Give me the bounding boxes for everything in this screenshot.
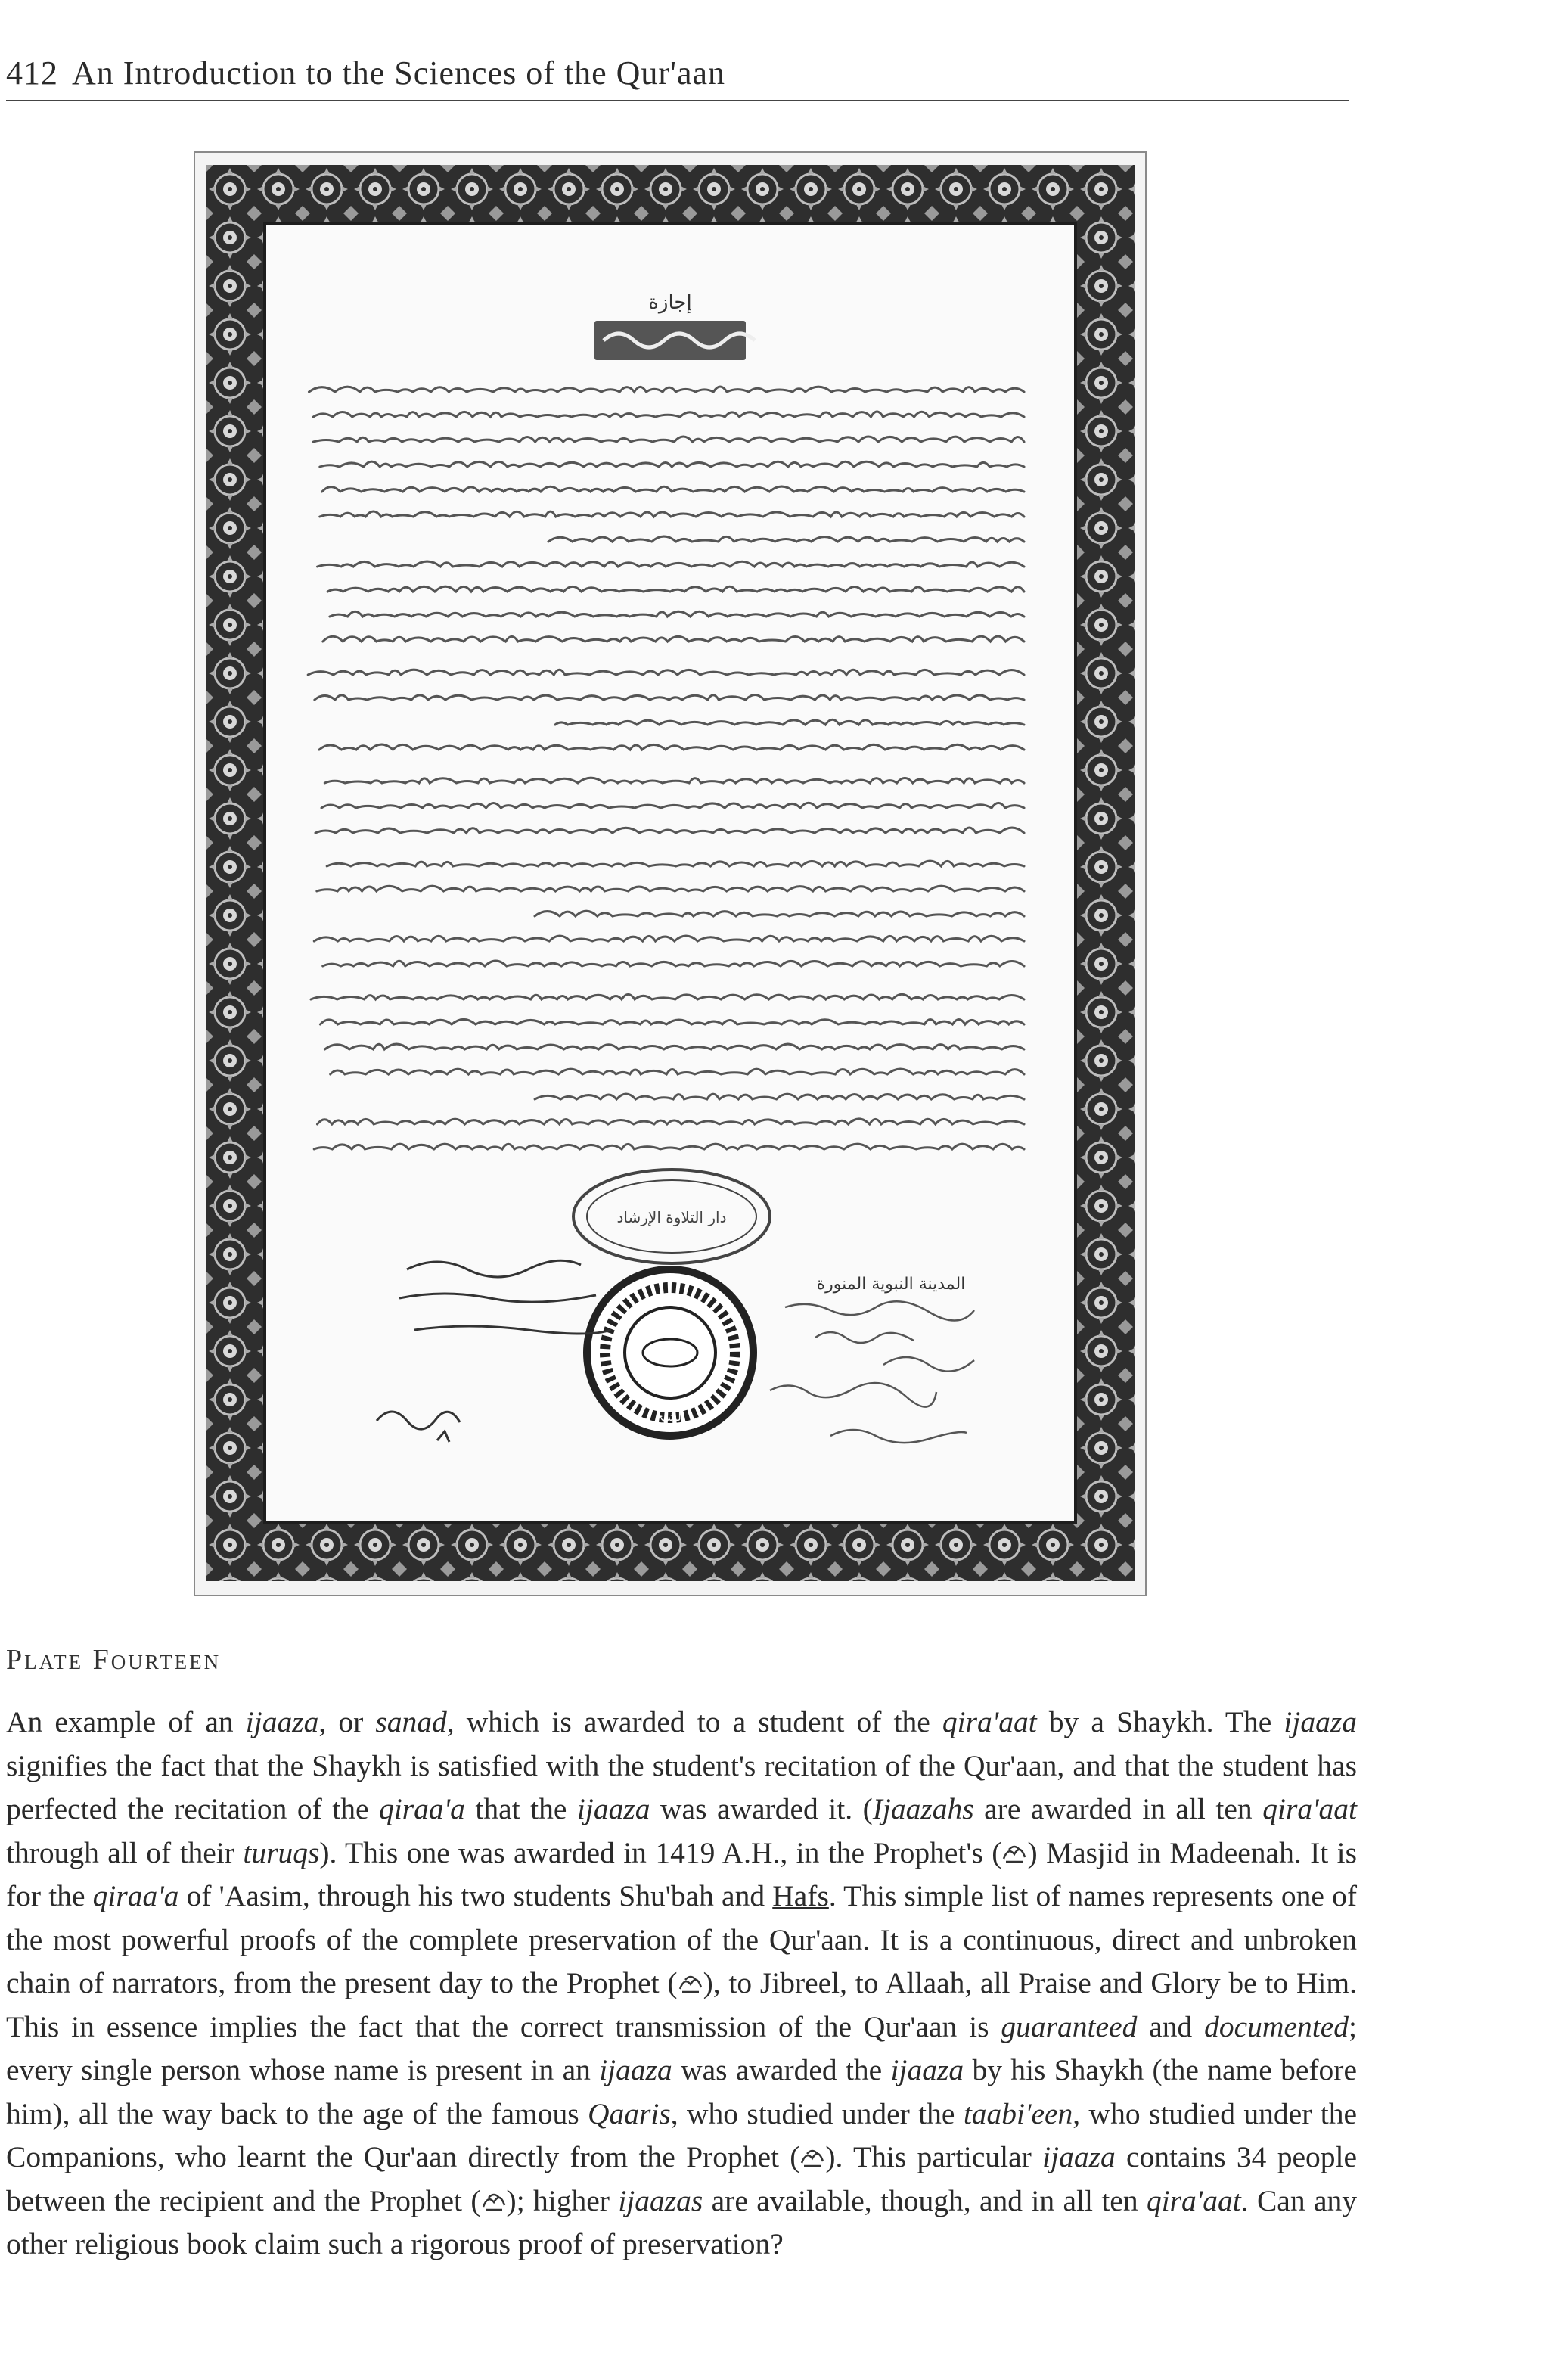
certificate-heading: إجازة [648,291,692,314]
script-line [324,778,1024,783]
script-line [327,861,1024,866]
book-title: An Introduction to the Sciences of the Qur'aan [72,54,726,92]
script-line [321,803,1024,808]
script-line [320,1019,1024,1024]
script-line [320,511,1024,517]
plate-label: Plate Fourteen [6,1644,222,1676]
right-handwritten-signature [770,1301,974,1443]
running-head [6,47,1349,101]
script-line [308,670,1024,675]
script-line [330,611,1024,617]
script-line [313,437,1024,442]
script-line [311,994,1024,999]
script-line [535,1094,1024,1099]
script-line [535,911,1024,916]
script-line [320,461,1024,467]
script-line [315,695,1024,701]
script-line [323,636,1024,642]
script-line [315,828,1024,833]
city-line: المدينة النبوية المنورة [816,1275,966,1294]
salutation-icon [481,2190,507,2213]
script-line [555,719,1024,725]
certificate-text-lines [308,387,1024,1149]
script-line [309,387,1025,392]
script-line [324,1044,1024,1049]
script-line [319,744,1024,750]
round-seal [587,1269,753,1436]
salutation-icon [799,2146,825,2169]
salutation-icon [678,1972,703,1995]
script-line [331,1069,1024,1074]
plate-image-frame [194,151,1147,1596]
salutation-icon [1001,1842,1027,1865]
script-line [317,886,1024,891]
plate-caption: An example of an ijaaza, or sanad, which is awarded to a student of the qira'aat by a Shaykh. The ijaaza signifies the fact that the Shaykh is satisfied with the student's recitation of the Qur'aan, and that the student has perfected the recitation of the qiraa'a that the ijaaza was awarded it. (Ijaazahs are awarded in all ten qira'aat through all of their turuqs). This one was awarded in 1419 A.H., in the Prophet's ( ) Masjid in Madeenah. It is for the qiraa'a of 'Aasim, through his two students Shu'bah and Hafs. This simple list of names represents one of the most powerful proofs of the complete preservation of the Qur'aan. It is a continuous, direct and unbroken chain of narrators, from the present day to the Prophet ( ), to Jibreel, to Allaah, all Praise and Glory be to Him. This in essence implies the fact that the correct transmission of the Qur'aan is guaranteed and documented; every single person whose name is present in an ijaaza was awarded the ijaaza by his Shaykh (the name before him), all the way back to the age of the famous Qaaris, who studied under the taabi'een, who studied under the Companions, who learnt the Qur'aan directly from the Prophet ( ). This particular ijaaza contains 34 people between the recipient and the Prophet ( ); higher ijaazas are available, though, and in all ten qira'aat. Can any other religious book claim such a rigorous proof of preservation? [6,1705,1358,2260]
left-signature-block [377,1260,611,1442]
script-line [314,936,1024,941]
oval-stamp [573,1170,770,1263]
script-line [313,412,1024,417]
script-line [317,1119,1024,1124]
ijaaza-certificate-image [206,165,1135,1581]
script-line [314,1144,1024,1149]
round-seal-text: الشيخ [655,1409,685,1424]
page-number: 412 [6,54,58,92]
script-line [327,586,1024,592]
certificate-body [286,241,1054,1519]
script-line [323,961,1024,966]
script-line [322,486,1024,492]
script-line [548,536,1024,542]
script-line [318,561,1025,567]
oval-stamp-text: دار التلاوة الإرشاد [616,1208,727,1226]
